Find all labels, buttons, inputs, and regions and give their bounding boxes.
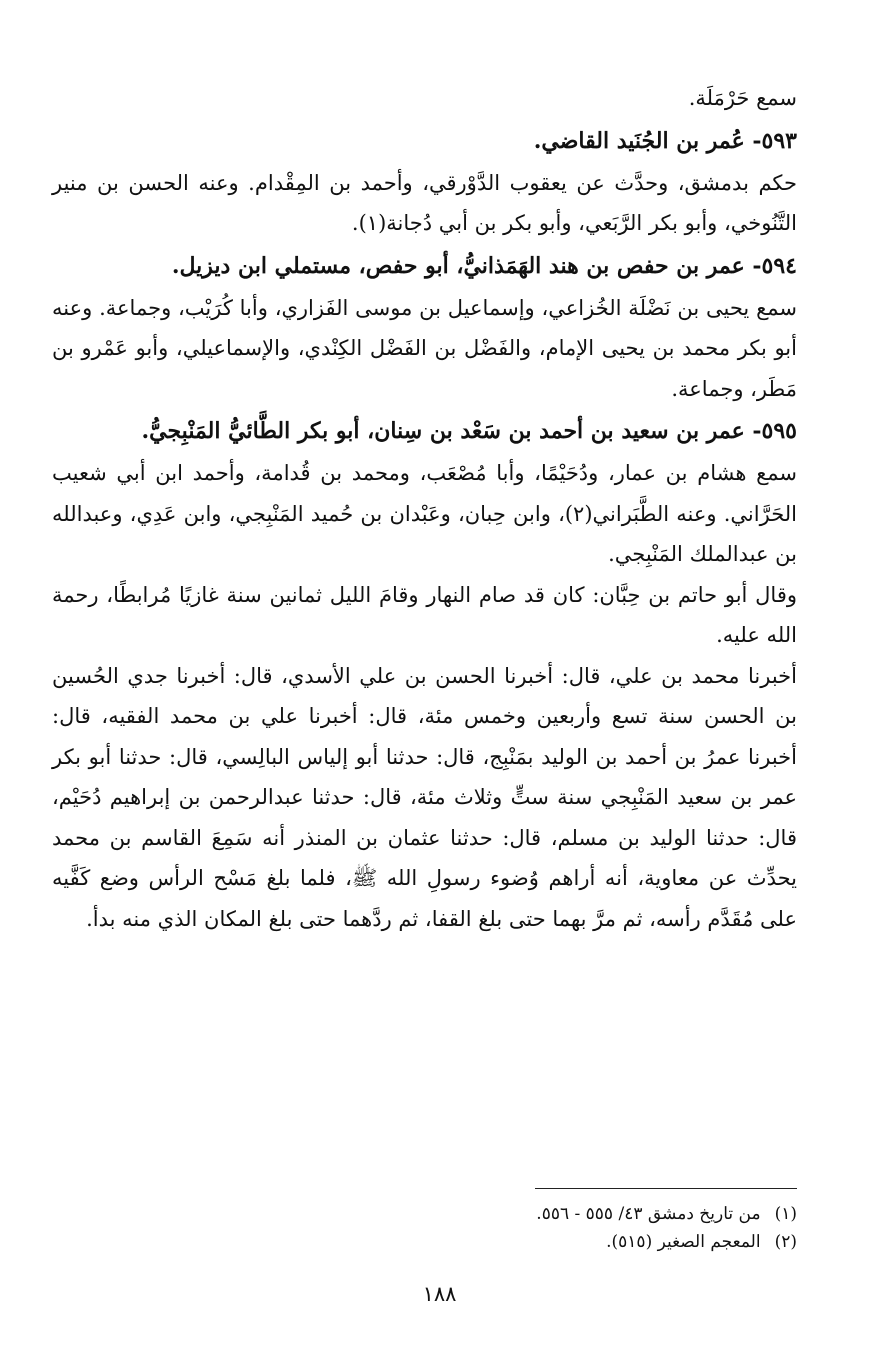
entry-heading: ٥٩٥- عمر بن سعيد بن أحمد بن سَعْد بن سِنان، أبو بكر الطَّائيُّ المَنْبِجيُّ. bbox=[141, 418, 797, 444]
main-text bbox=[52, 78, 797, 939]
paragraph: وقال أبو حاتم بن حِبَّان: كان قد صام النهار وقامَ الليل ثمانين سنة غازيًا مُرابطًا، رحمة الله عليه. bbox=[52, 582, 797, 647]
footnote-text: المعجم الصغير (٥١٥). bbox=[606, 1232, 761, 1252]
entry-heading: ٥٩٣- عُمر بن الجُنَيد القاضي. bbox=[533, 127, 797, 154]
page-number: ١٨٨ bbox=[422, 1282, 457, 1306]
paragraph: سمع هشام بن عمار، ودُحَيْمًا، وأبا مُصْعَب، ومحمد بن قُدامة، وأحمد ابن أبي شعيب الحَرَّاني. وعنه الطَّبَراني(٢)، وابن حِبان، وعَبْدان بن حُميد المَنْبِجي، وابن عَدِي، وعبدالله بن عبدالملك المَنْبِجي. bbox=[52, 461, 797, 566]
footnote-number: (٢) bbox=[774, 1232, 797, 1252]
footnotes bbox=[52, 1200, 797, 1256]
footnote-text: من تاريخ دمشق ٤٣/ ٥٥٥ - ٥٥٦. bbox=[536, 1204, 761, 1224]
footnote bbox=[52, 1228, 797, 1256]
paragraph: سمع يحيى بن نَضْلَة الخُزاعي، وإسماعيل بن موسى الفَزاري، وأبا كُرَيْب، وجماعة. وعنه أبو بكر محمد بن يحيى الإمام، والفَضْل بن الفَضْل الكِنْدي، والإسماعيلي، وأبو عَمْرو بن مَطَر، وجماعة. bbox=[52, 295, 797, 401]
entry-heading: ٥٩٤- عمر بن حفص بن هند الهَمَذانيُّ، أبو حفص، مستملي ابن ديزيل. bbox=[171, 252, 797, 279]
paragraph: حكم بدمشق، وحدَّث عن يعقوب الدَّوْرقي، وأحمد بن المِقْدام. وعنه الحسن بن منير التَّنُوخي، وأبو بكر الرَّبَعي، وأبو بكر بن أبي دُجانة(١). bbox=[52, 170, 797, 235]
footnote-number: (١) bbox=[774, 1204, 797, 1224]
footnote-divider bbox=[535, 1188, 797, 1189]
paragraph: سمع حَرْمَلَة. bbox=[688, 86, 797, 110]
footnote bbox=[52, 1200, 797, 1228]
paragraph: أخبرنا محمد بن علي، قال: أخبرنا الحسن بن علي الأسدي، قال: أخبرنا جدي الحُسين بن الحسن سنة تسع وأربعين وخمس مئة، قال: أخبرنا علي بن محمد الفقيه، قال: أخبرنا عمرُ بن أحمد بن الوليد بمَنْبِج، قال: حدثنا أبو إلياس البالِسي، قال: حدثنا أبو بكر عمر بن سعيد المَنْبِجي سنة ستٍّ وثلاث مئة، قال: حدثنا عبدالرحمن بن إبراهيم دُحَيْم، قال: حدثنا الوليد بن مسلم، قال: حدثنا عثمان بن المنذر أنه سَمِعَ القاسم بن محمد يحدِّث عن معاوية، أنه أراهم وُضوء رسولِ الله ﷺ، فلما بلغ مَسْح الرأس وضع كَفَّيه على مُقَدَّم رأسه، ثم مرَّ بهما حتى بلغ القفا، ثم ردَّهما حتى بلغ المكان الذي منه بدأ. bbox=[52, 663, 797, 931]
